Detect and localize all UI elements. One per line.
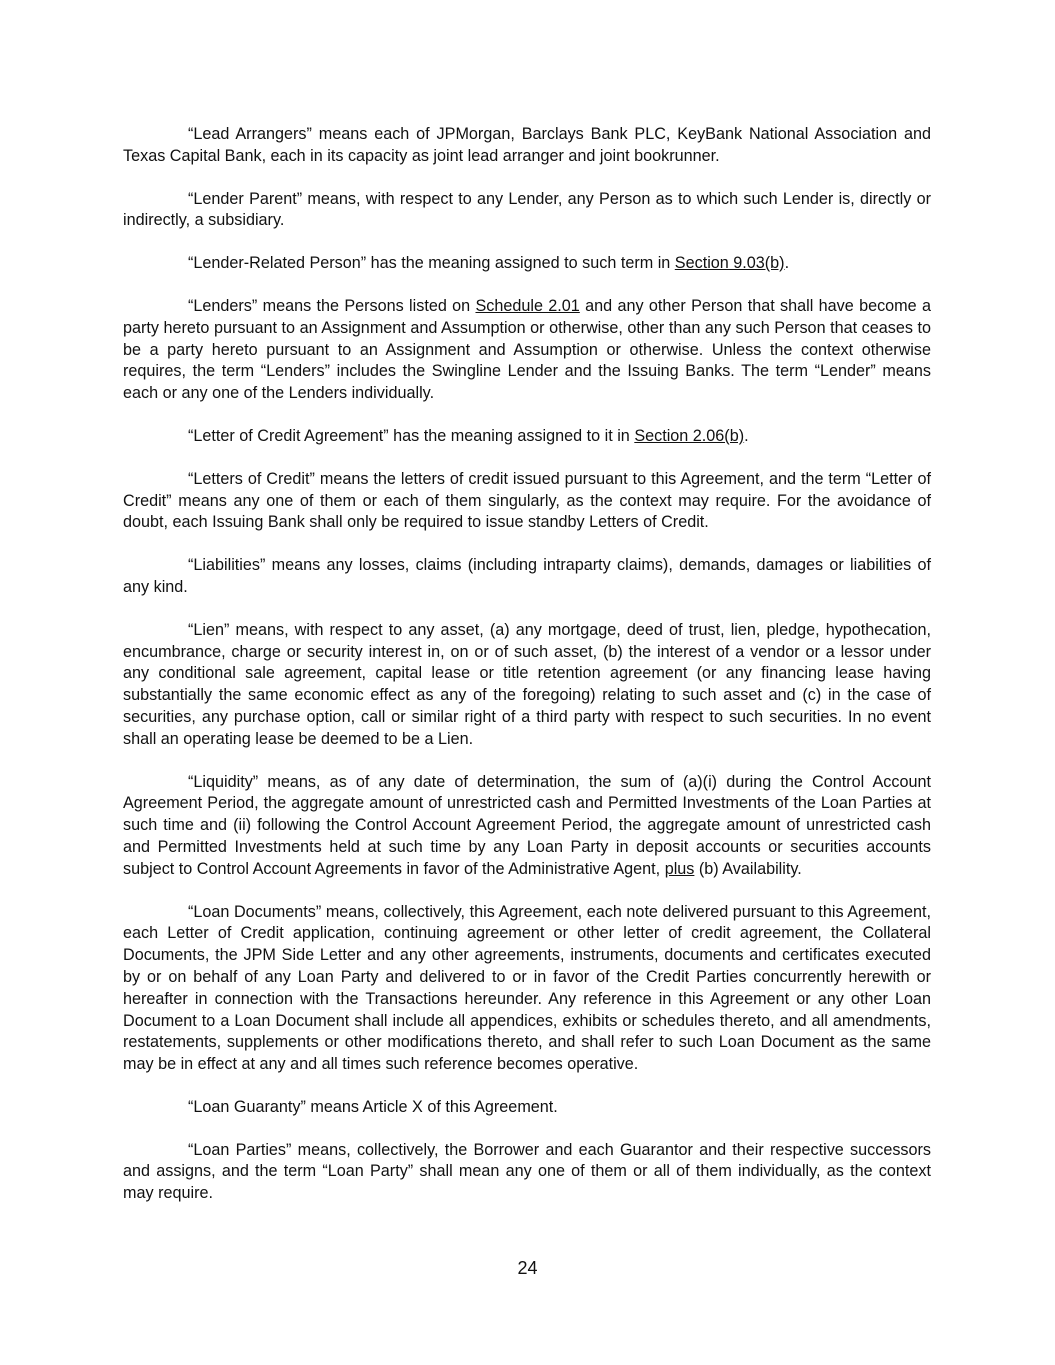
definition-letters-of-credit (123, 469, 931, 534)
emphasis-plus: plus (664, 859, 695, 878)
definition-lender-parent (123, 189, 931, 233)
text-segment: “Liabilities” means any losses, claims (including intraparty claims), demands, damages or liabilities of any kind. (123, 556, 931, 596)
text-segment: . (744, 426, 749, 445)
text-segment: “Lenders” means the Persons listed on (188, 296, 476, 315)
document-body (123, 124, 931, 1226)
text-segment: “Loan Documents” means, collectively, this Agreement, each note delivered pursuant to this Agreement, each Letter of Credit application, continuing agreement or other letter of credit agreement, the Collateral Documents, the JPM Side Letter and any other agreements, instruments, documents and certificates executed by or on behalf of any Loan Party and delivered to or in favor of the Credit Parties concurrently herewith or hereafter in connection with the Transactions hereunder. Any reference in this Agreement or any other Loan Document to a Loan Document shall include all appendices, exhibits or schedules thereto, and all amendments, restatements, supplements or other modifications thereto, and shall refer to such Loan Document as the same may be in effect at any and all times such reference becomes operative. (123, 902, 931, 1074)
text-segment: . (784, 254, 790, 273)
text-segment: “Loan Guaranty” means Article X of this Agreement. (188, 1097, 558, 1116)
text-segment: “Lender-Related Person” has the meaning assigned to such term in (188, 254, 675, 273)
definition-letter-of-credit-agreement (123, 426, 931, 448)
definition-loan-parties (123, 1140, 931, 1205)
text-segment: “Letter of Credit Agreement” has the meaning assigned to it in (188, 426, 635, 445)
text-segment: “Lender Parent” means, with respect to any Lender, any Person as to which such Lender is, directly or indirectly, a subsidiary. (123, 189, 931, 230)
text-segment: “Liquidity” means, as of any date of determination, the sum of (a)(i) during the Control Account Agreement Period, the aggregate amount of unrestricted cash and Permitted Investments of the Loan Parties at such time and (ii) following the Control Account Agreement Period, the aggregate amount of unrestricted cash and Permitted Investments held at such time by any Loan Party in deposit accounts or securities accounts subject to Control Account Agreements in favor of the Administrative Agent, (123, 772, 931, 878)
section-reference: Section 9.03(b) (674, 254, 785, 273)
definition-lenders (123, 296, 931, 405)
definition-lender-related-person (123, 253, 931, 275)
schedule-reference: Schedule 2.01 (475, 296, 580, 315)
text-segment: “Lead Arrangers” means each of JPMorgan, Barclays Bank PLC, KeyBank National Association and Texas Capital Bank, each in its capacity as joint lead arranger and joint bookrunner. (123, 125, 931, 165)
section-reference: Section 2.06(b) (634, 426, 745, 445)
definition-lead-arrangers (123, 124, 931, 168)
page-number: 24 (517, 1258, 538, 1278)
text-segment: “Lien” means, with respect to any asset, (a) any mortgage, deed of trust, lien, pledge, hypothecation, encumbrance, charge or security interest in, on or of such asset, (b) the interest of a vendor or a lessor under any conditional sale agreement, capital lease or title retention agreement (or any financing lease having substantially the same economic effect as any of the foregoing) relating to such asset and (c) in the case of securities, any purchase option, call or similar right of a third party with respect to such securities. In no event shall an operating lease be deemed to be a Lien. (123, 620, 931, 748)
definition-liabilities (123, 555, 931, 599)
definition-lien (123, 620, 931, 751)
text-segment: (b) Availability. (694, 859, 802, 878)
definition-loan-documents (123, 902, 931, 1076)
definition-loan-guaranty (123, 1097, 931, 1119)
text-segment: “Loan Parties” means, collectively, the Borrower and each Guarantor and their respective successors and assigns, and the term “Loan Party” shall mean any one of them or all of them individually, as the context may require. (123, 1140, 931, 1203)
text-segment: “Letters of Credit” means the letters of credit issued pursuant to this Agreement, and the term “Letter of Credit” means any one of them or each of them singularly, as the context may require. For the avoidance of doubt, each Issuing Bank shall only be required to issue standby Letters of Credit. (123, 469, 931, 532)
definition-liquidity (123, 772, 931, 881)
text-segment: and any other Person that shall have become a party hereto pursuant to an Assignment and Assumption or otherwise, other than any such Person that ceases to be a party hereto pursuant to an Assignment and Assumption or otherwise. Unless the context otherwise requires, the term “Lenders” includes the Swingline Lender and the Issuing Banks. The term “Lender” means each or any one of the Lenders individually. (123, 296, 931, 403)
